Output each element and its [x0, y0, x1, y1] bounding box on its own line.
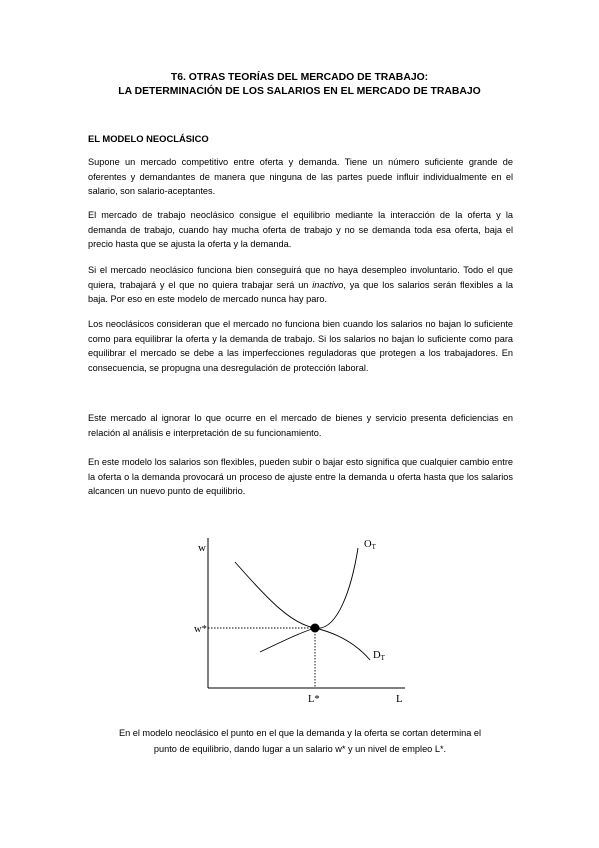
- supply-curve-label-main: O: [364, 539, 372, 550]
- title-line-2: LA DETERMINACIÓN DE LOS SALARIOS EN EL MERCADO DE TRABAJO: [118, 86, 481, 97]
- paragraph-3: [88, 263, 513, 307]
- demand-curve-label: [373, 650, 386, 662]
- equilibrium-wage-label: w*: [194, 624, 207, 635]
- supply-curve-label-sub: T: [371, 543, 376, 551]
- demand-curve-label-sub: T: [380, 654, 385, 662]
- paragraph-1: Supone un mercado competitivo entre oferta y demanda. Tiene un número suficiente grande de oferentes y demandantes de manera que ninguna de las partes puede influir individualmente en el salario, son salario-aceptantes.: [88, 157, 513, 197]
- supply-demand-graph: [190, 526, 420, 712]
- paragraph-3-text-a: Si el mercado neoclásico funciona bien conseguirá que no haya desempleo involuntario. Todo el que quiera, trabajará y el que no quiera trabajar será un: [88, 265, 513, 290]
- paragraph-3-emphasis: inactivo: [312, 279, 344, 290]
- supply-curve: [235, 548, 358, 628]
- page-title: [0, 71, 599, 99]
- demand-curve-label-main: D: [373, 650, 381, 661]
- equilibrium-quantity-label: L*: [308, 694, 320, 705]
- paragraph-2: El mercado de trabajo neoclásico consigue el equilibrio mediante la interacción de la oferta y la demanda de trabajo, cuando hay mucha oferta de trabajo y no se demanda toda esa oferta, baja el precio hasta que se ajusta la oferta y la demanda.: [88, 210, 513, 250]
- paragraph-3-text-b: , ya que los salarios serán flexibles a la baja. Por eso en este modelo de mercado nunca hay paro.: [88, 279, 513, 305]
- paragraph-5: Este mercado al ignorar lo que ocurre en el mercado de bienes y servicio presenta deficiencias en relación al análisis e interpretación de su funcionamiento.: [88, 413, 513, 438]
- title-line-1: T6. OTRAS TEORÍAS DEL MERCADO DE TRABAJO:: [170, 72, 429, 83]
- caption-line-2: punto de equilibrio, dando lugar a un salario w* y un nivel de empleo L*.: [153, 744, 447, 754]
- x-axis-label: L: [396, 693, 403, 705]
- supply-curve-label: [364, 539, 377, 551]
- paragraph-4: Los neoclásicos consideran que el mercado no funciona bien cuando los salarios no bajan lo suficiente como para equilibrar la oferta y la demanda de trabajo. Si los salarios no bajan lo suficiente como para equilibrar el mercado se debe a las imperfecciones reguladoras que protegen a los trabajadores. En consecuencia, se propugna una desregulación de protección laboral.: [88, 319, 513, 373]
- y-axis-label: w: [198, 542, 206, 554]
- paragraph-6: En este modelo los salarios son flexibles, pueden subir o bajar esto significa que cualquier cambio entre la oferta o la demanda provocará un proceso de ajuste entre la demanda u oferta hasta que los salarios alcancen un nuevo punto de equilibrio.: [88, 457, 513, 497]
- equilibrium-point: [311, 624, 320, 633]
- figure-caption: [60, 725, 540, 757]
- caption-line-1: En el modelo neoclásico el punto en el que la demanda y la oferta se cortan determina el: [118, 728, 482, 738]
- section-heading: EL MODELO NEOCLÁSICO: [88, 133, 209, 144]
